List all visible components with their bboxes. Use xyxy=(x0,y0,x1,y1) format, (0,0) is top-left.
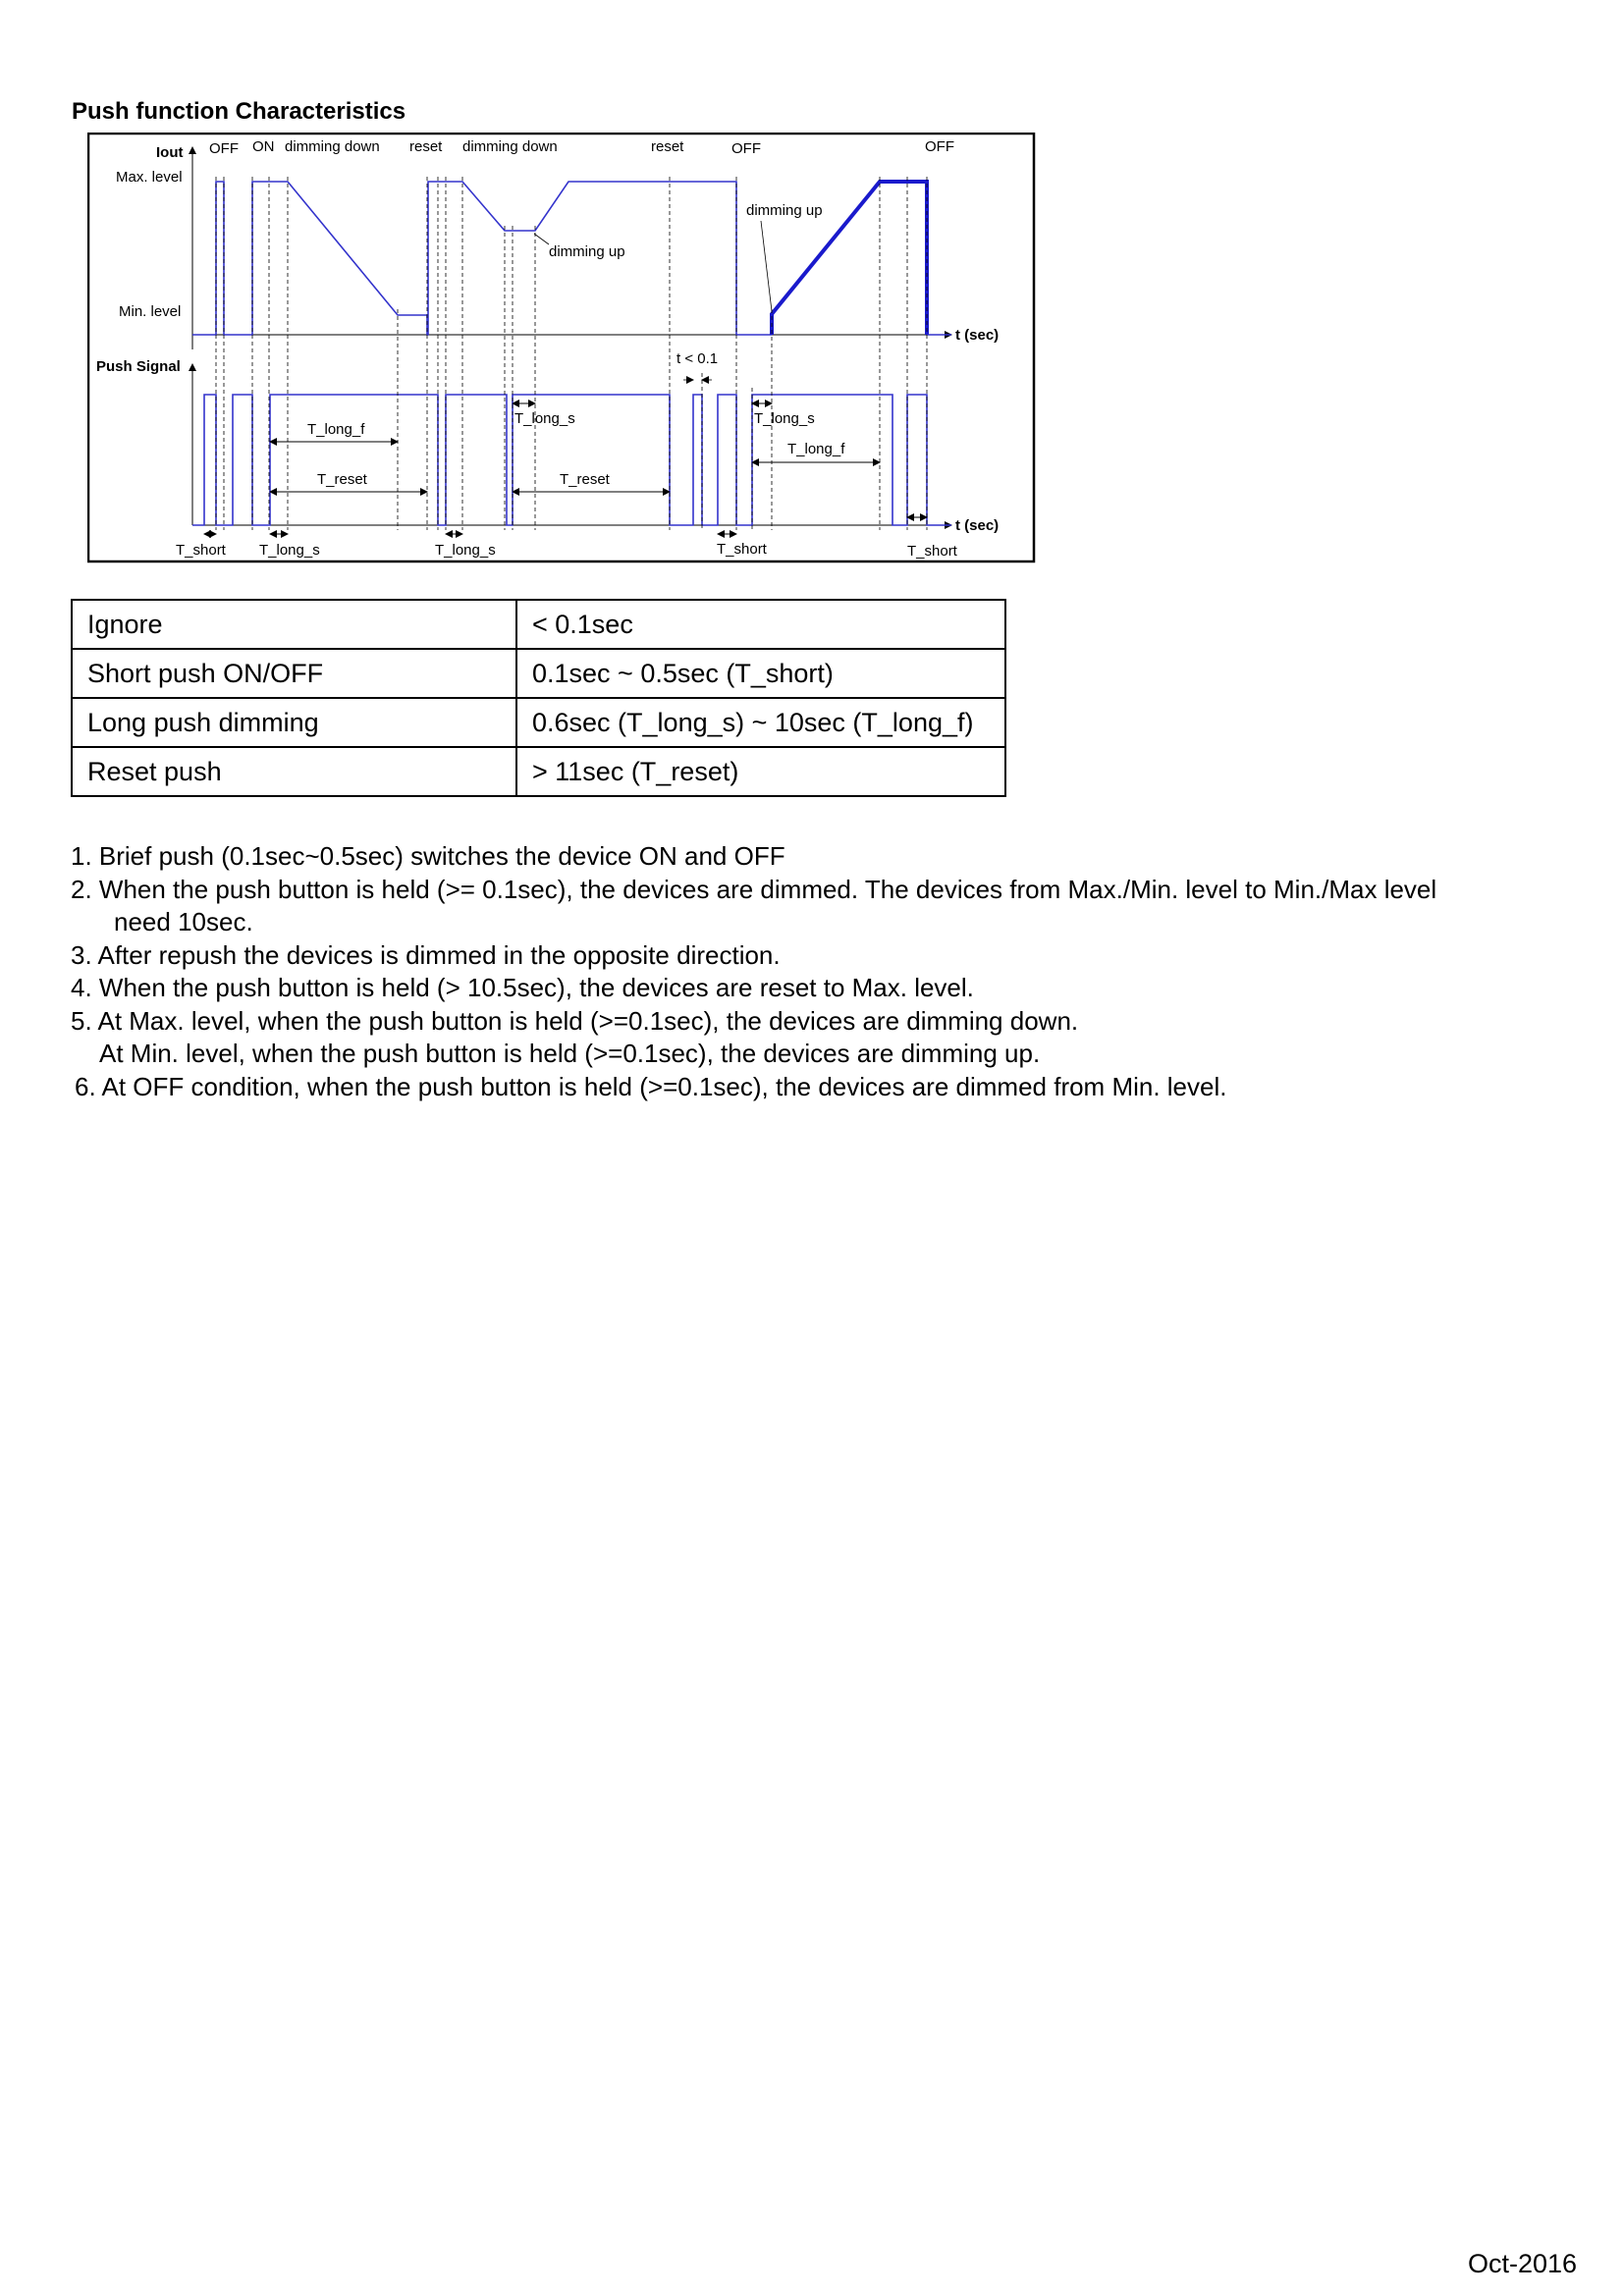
table-cell-type: Ignore xyxy=(72,600,516,649)
max-level-label: Max. level xyxy=(116,169,183,186)
t-long-f-label-2: T_long_f xyxy=(787,441,845,457)
table-row xyxy=(72,747,1005,796)
t-threshold-label: t < 0.1 xyxy=(676,350,719,367)
push-signal-label: Push Signal xyxy=(96,358,181,375)
table-cell-type: Short push ON/OFF xyxy=(72,649,516,698)
state-label-dimming-down-2: dimming down xyxy=(462,138,558,155)
output-level-waveform xyxy=(192,182,772,335)
section-title: Push function Characteristics xyxy=(72,98,406,125)
dimming-up-pointer-1 xyxy=(534,234,549,244)
min-level-label: Min. level xyxy=(119,303,182,320)
state-label-off-3: OFF xyxy=(925,138,954,155)
t-long-s-label-4: T_long_s xyxy=(435,542,496,559)
state-label-off-2: OFF xyxy=(731,140,761,157)
table-cell-type: Reset push xyxy=(72,747,516,796)
note-item: 3. After repush the devices is dimmed in the opposite direction. xyxy=(71,939,781,970)
t-short-label-2: T_short xyxy=(717,541,767,558)
state-label-reset-1: reset xyxy=(409,138,443,155)
t-long-s-label-3: T_long_s xyxy=(259,542,320,559)
t-long-s-label-1: T_long_s xyxy=(514,410,575,427)
state-label-reset-2: reset xyxy=(651,138,684,155)
table-cell-type: Long push dimming xyxy=(72,698,516,747)
dimming-up-label-1: dimming up xyxy=(549,243,625,260)
iout-label: Iout xyxy=(156,144,184,161)
dimming-up-pointer-2 xyxy=(761,221,772,311)
table-cell-duration: > 11sec (T_reset) xyxy=(516,747,1005,796)
notes-list xyxy=(71,840,1563,1103)
dimming-up-label-2: dimming up xyxy=(746,202,823,219)
table-row xyxy=(72,600,1005,649)
table-cell-duration: < 0.1sec xyxy=(516,600,1005,649)
note-item-continuation: need 10sec. xyxy=(114,907,253,936)
state-label-off-1: OFF xyxy=(209,140,239,157)
t-long-f-label-1: T_long_f xyxy=(307,421,365,438)
push-timing-diagram xyxy=(87,133,1036,564)
table-row xyxy=(72,649,1005,698)
note-item: 6. At OFF condition, when the push button is held (>=0.1sec), the devices are dimmed from Min. level. xyxy=(75,1071,1227,1101)
time-axis-label-bottom: t (sec) xyxy=(955,517,1000,534)
t-reset-label-1: T_reset xyxy=(317,471,367,488)
note-item: 5. At Max. level, when the push button is held (>=0.1sec), the devices are dimming down. xyxy=(71,1005,1079,1036)
state-label-on: ON xyxy=(252,138,275,155)
table-cell-duration: 0.1sec ~ 0.5sec (T_short) xyxy=(516,649,1005,698)
t-long-s-label-2: T_long_s xyxy=(754,410,815,427)
t-reset-label-2: T_reset xyxy=(560,471,610,488)
state-label-dimming-down-1: dimming down xyxy=(285,138,380,155)
t-short-label-3: T_short xyxy=(907,543,957,560)
note-item: 1. Brief push (0.1sec~0.5sec) switches the device ON and OFF xyxy=(71,841,785,871)
table-cell-duration: 0.6sec (T_long_s) ~ 10sec (T_long_f) xyxy=(516,698,1005,747)
note-item: 4. When the push button is held (> 10.5sec), the devices are reset to Max. level. xyxy=(71,973,974,1002)
note-item: 2. When the push button is held (>= 0.1sec), the devices are dimmed. The devices from Max./Min. level to Min./Max level xyxy=(71,874,1437,904)
time-axis-label-top: t (sec) xyxy=(955,327,1000,344)
footer-date: Oct-2016 xyxy=(1468,2249,1578,2278)
table-row xyxy=(72,698,1005,747)
push-timing-table xyxy=(71,599,1006,797)
t-short-label-1: T_short xyxy=(176,542,226,559)
note-item-continuation: At Min. level, when the push button is held (>=0.1sec), the devices are dimming up. xyxy=(99,1039,1041,1068)
